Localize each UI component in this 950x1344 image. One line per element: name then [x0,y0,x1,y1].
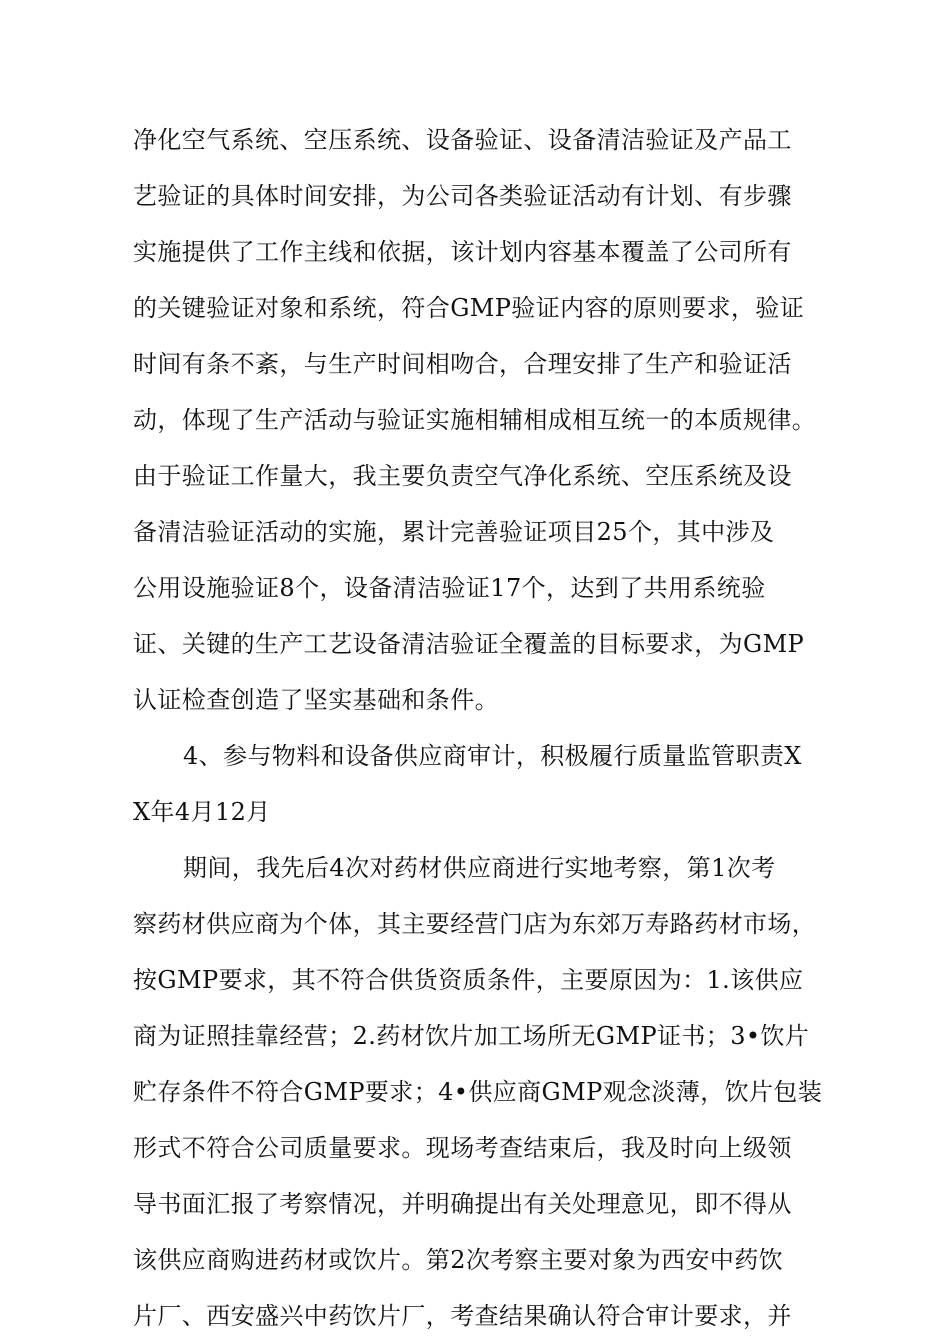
text-line: 备清洁验证活动的实施，累计完善验证项目25个，其中涉及 [133,518,775,546]
text-line: 商为证照挂靠经营；2.药材饮片加工场所无GMP证书；3•饮片 [133,1022,810,1050]
text-line: 片厂、西安盛兴中药饮片厂，考查结果确认符合审计要求，并 [133,1302,792,1330]
text-line: X年4月12月 [133,798,271,826]
text-line: 动，体现了生产活动与验证实施相辅相成相互统一的本质规律。 [133,406,817,434]
text-line: 公用设施验证8个，设备清洁验证17个，达到了共用系统验 [133,574,766,602]
text-line: 实施提供了工作主线和依据，该计划内容基本覆盖了公司所有 [133,238,792,266]
text-line: 察药材供应商为个体，其主要经营门店为东郊万寿路药材市场， [133,910,817,938]
text-line: 艺验证的具体时间安排，为公司各类验证活动有计划、有步骤 [133,182,792,210]
text-line: 认证检查创造了坚实基础和条件。 [133,686,499,714]
section-heading: 4、参与物料和设备供应商审计，积极履行质量监管职责X [183,742,802,770]
text-line: 证、关键的生产工艺设备清洁验证全覆盖的目标要求，为GMP [133,630,805,658]
body-text [133,112,833,1344]
text-line: 该供应商购进药材或饮片。第2次考察主要对象为西安中药饮 [133,1246,784,1274]
text-line: 贮存条件不符合GMP要求；4•供应商GMP观念淡薄，饮片包装 [133,1078,823,1106]
text-line: 期间，我先后4次对药材供应商进行实地考察，第1次考 [183,854,776,882]
text-line: 按GMP要求，其不符合供货资质条件，主要原因为：1.该供应 [133,966,804,994]
text-line: 时间有条不紊，与生产时间相吻合，合理安排了生产和验证活 [133,350,792,378]
text-line: 净化空气系统、空压系统、设备验证、设备清洁验证及产品工 [133,126,792,154]
text-line: 由于验证工作量大，我主要负责空气净化系统、空压系统及设 [133,462,792,490]
text-line: 形式不符合公司质量要求。现场考查结束后，我及时向上级领 [133,1134,792,1162]
text-line: 的关键验证对象和系统，符合GMP验证内容的原则要求，验证 [133,294,805,322]
text-line: 导书面汇报了考察情况，并明确提出有关处理意见，即不得从 [133,1190,792,1218]
